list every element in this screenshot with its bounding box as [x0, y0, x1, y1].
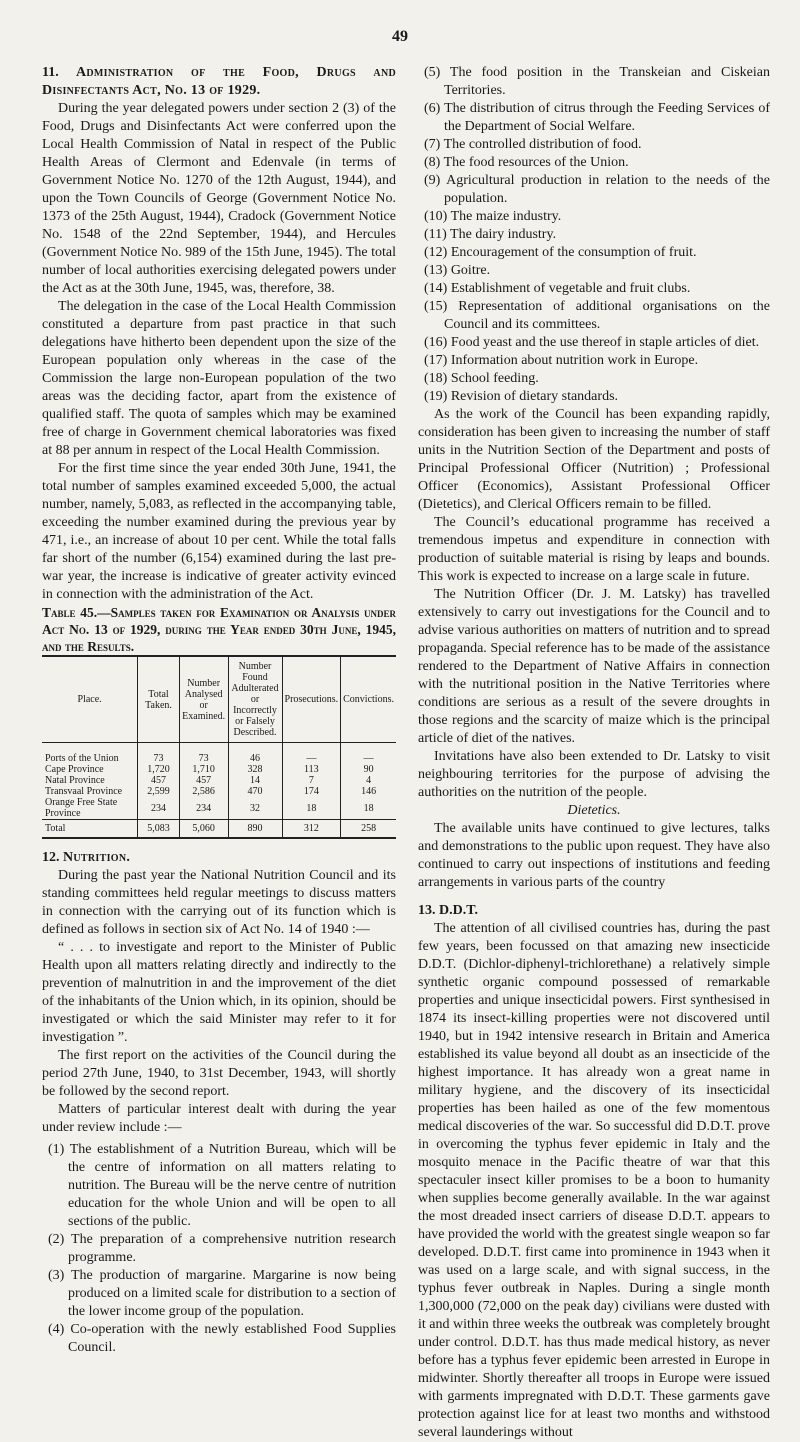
section-12-title: Nutrition. [63, 850, 131, 865]
cell-total: 5,083 [138, 820, 180, 839]
table-row [42, 786, 396, 797]
list-item: (17) Information about nutrition work in Europe. [424, 353, 699, 368]
cell-adulterated: 470 [228, 786, 282, 797]
table-row [42, 797, 396, 820]
cell-place: Total [42, 820, 138, 839]
section-12-paragraph: Invitations have also been extended to Dr. Latsky to visit neighbouring territories for the purpose of advising the authorities on the nutrition of the people. [418, 749, 770, 800]
cell-total: 1,720 [138, 764, 180, 775]
section-12-paragraph: As the work of the Council has been expanding rapidly, consideration has been given to increasing the number of staff units in the Nutrition Section of the Department and posts of Principal Professional Officer (Nutrition) ; Professional Officer (Economics), Assistant Professional Officer (Dietetics), and Clerical Officers remain to be filled. [418, 407, 770, 512]
table-45 [42, 655, 396, 839]
col-header-analysed: Number Analysed or Examined. [179, 656, 228, 743]
col-header-prosecutions: Prosecutions. [282, 656, 341, 743]
cell-total: 73 [138, 743, 180, 765]
cell-prosecutions: 113 [282, 764, 341, 775]
cell-adulterated: 46 [228, 743, 282, 765]
cell-total: 457 [138, 775, 180, 786]
cell-convictions: 90 [341, 764, 396, 775]
list-item: (1) The establishment of a Nutrition Bureau, which will be the centre of information on all matters relating to nutrition. The Bureau will be the nerve centre of nutrition education for the whole Union and will be open to all sections of the public. [48, 1142, 396, 1229]
list-item: (8) The food resources of the Union. [424, 155, 629, 170]
table-row [42, 743, 396, 765]
table-header-row [42, 656, 396, 743]
dietetics-paragraph: The available units have continued to give lectures, talks and demonstrations to the public upon request. They have also continued to carry out inspections of institutions and feeding arrangements in various parts of the country [418, 821, 770, 890]
list-item: (18) School feeding. [424, 371, 539, 386]
section-11-heading [42, 64, 396, 100]
cell-total: 2,599 [138, 786, 180, 797]
cell-analysed: 73 [179, 743, 228, 765]
col-header-convictions: Convictions. [341, 656, 396, 743]
table-total-row [42, 820, 396, 839]
cell-analysed: 457 [179, 775, 228, 786]
section-13-title: D.D.T. [439, 903, 479, 918]
list-item: (16) Food yeast and the use thereof in staple articles of diet. [424, 335, 760, 350]
section-12-number: 12. [42, 850, 60, 865]
list-item: (3) The production of margarine. Margarine is now being produced on a limited scale for distribution to a section of the lower income group of the population. [48, 1268, 396, 1319]
section-11-number: 11. [42, 65, 59, 80]
dietetics-heading: Dietetics. [567, 803, 621, 818]
page-number: 49 [392, 28, 408, 45]
list-item: (19) Revision of dietary standards. [424, 389, 619, 404]
cell-adulterated: 32 [228, 797, 282, 820]
section-12-paragraph: The first report on the activities of the Council during the period 27th June, 1940, to 31st December, 1943, will shortly be followed by the second report. [42, 1048, 396, 1099]
table-45-caption: Table 45.—Samples taken for Examination or Analysis under Act No. 13 of 1929, during the Year ended 30th June, 1945, and the Results. [42, 605, 396, 654]
cell-adulterated: 14 [228, 775, 282, 786]
section-11-paragraph: The delegation in the case of the Local Health Commission constituted a departure from past practice in that such delegations have hitherto been dependent upon the size of the European population only whereas in the case of the Commission the large non-European population of the two areas was the deciding factor, apart from the existence of qualified staff. The quota of samples which may be examined free of charge in Government chemical laboratories was fixed at 88 per annum in respect of the Local Health Commission. [42, 299, 396, 458]
list-item: (12) Encouragement of the consumption of fruit. [424, 245, 697, 260]
cell-total: 234 [138, 797, 180, 820]
cell-adulterated: 890 [228, 820, 282, 839]
left-column [42, 64, 396, 1357]
section-12-paragraph: The Nutrition Officer (Dr. J. M. Latsky) has travelled extensively to carry out investigations for the Council and to advise various authorities on matters of nutrition and to spread propaganda. Special reference has to be made of the assistance rendered to the Department of Native Affairs in connection with the nutritional position in the Native Territories where conditions are serious as a result of the severe droughts in those regions and the scarcity of maize which is the principal article of diet of the natives. [418, 587, 770, 746]
list-item: (13) Goitre. [424, 263, 491, 278]
cell-prosecutions: 7 [282, 775, 341, 786]
section-12-heading [42, 849, 396, 867]
list-item: (10) The maize industry. [424, 209, 562, 224]
section-11-paragraph: During the year delegated powers under section 2 (3) of the Food, Drugs and Disinfectants Act were conferred upon the Local Health Commission of Natal in respect of the Public Health Areas of Clermont and Edenvale (in terms of Government Notice No. 1270 of the 12th August, 1944), and upon the Town Councils of George (Government Notice No. 1373 of the 25th August, 1944), Cradock (Government Notice No. 1548 of the 22nd September, 1944), and Hercules (Government Notice No. 989 of the 15th June, 1945). The total number of local authorities exercising delegated powers under the Act as at the 30th June, 1945, was, therefore, 38. [42, 101, 396, 296]
cell-place: Natal Province [45, 775, 105, 786]
cell-place: Cape Province [45, 764, 104, 775]
cell-analysed: 1,710 [179, 764, 228, 775]
cell-convictions: — [341, 743, 396, 765]
cell-prosecutions: 174 [282, 786, 341, 797]
cell-place: Ports of the Union [45, 753, 119, 764]
cell-convictions: 4 [341, 775, 396, 786]
section-13-number: 13. [418, 903, 436, 918]
list-item: (4) Co-operation with the newly established Food Supplies Council. [48, 1322, 396, 1355]
table-row [42, 764, 396, 775]
cell-place: Orange Free State Province [45, 797, 118, 819]
cell-analysed: 5,060 [179, 820, 228, 839]
list-item: (15) Representation of additional organisations on the Council and its committees. [424, 299, 770, 332]
section-11-title: Administration of the Food, Drugs and Disinfectants Act, No. 13 of 1929. [42, 65, 396, 98]
list-item: (9) Agricultural production in relation to the needs of the population. [424, 173, 770, 206]
matters-list [42, 1141, 396, 1357]
cell-analysed: 2,586 [179, 786, 228, 797]
cell-analysed: 234 [179, 797, 228, 820]
cell-place: Transvaal Province [45, 786, 123, 797]
act-quotation: “ . . . to investigate and report to the Minister of Public Health upon all matters relating directly and indirectly to the prevention of malnutrition in and the improvement of the diet of the inhabitants of the Union which, in its opinion, should be investigated or which the said Minister may refer to it for investigation ”. [42, 940, 396, 1045]
table-row [42, 775, 396, 786]
cell-prosecutions: 18 [282, 797, 341, 820]
list-item: (5) The food position in the Transkeian and Ciskeian Territories. [424, 65, 770, 98]
col-header-total-taken: Total Taken. [138, 656, 180, 743]
list-item: (2) The preparation of a comprehensive nutrition research programme. [48, 1232, 396, 1265]
section-11-paragraph: For the first time since the year ended 30th June, 1941, the total number of samples examined exceeded 5,000, the actual number, namely, 5,083, as reflected in the accompanying table, exceeding the number examined during the previous year by 471, i.e., an increase of about 10 per cent. While the total falls far short of the number (6,154) examined during the last pre-war year, the increase is indicative of greater activity evinced in connection with the administration of the Act. [42, 461, 396, 602]
cell-convictions: 146 [341, 786, 396, 797]
list-item: (14) Establishment of vegetable and fruit clubs. [424, 281, 691, 296]
section-12-paragraph: The Council’s educational programme has received a tremendous impetus and expenditure in connection with production of suitable material is rising by leaps and bounds. This work is expected to increase on a large scale in future. [418, 515, 770, 584]
list-item: (6) The distribution of citrus through the Feeding Services of the Department of Social Welfare. [424, 101, 770, 134]
matters-list-continued [418, 64, 770, 406]
cell-convictions: 258 [341, 820, 396, 839]
section-12-paragraph: Matters of particular interest dealt with during the year under review include :— [42, 1102, 396, 1135]
cell-prosecutions: — [282, 743, 341, 765]
list-item: (7) The controlled distribution of food. [424, 137, 642, 152]
section-12-paragraph: During the past year the National Nutrition Council and its standing committees held regular meetings to discuss matters in connection with the carrying out of its function which is defined as follows in section six of Act No. 14 of 1940 :— [42, 868, 396, 937]
col-header-adulterated: Number Found Adulterated or Incorrectly or Falsely Described. [228, 656, 282, 743]
section-13-heading [418, 902, 770, 920]
col-header-place: Place. [42, 656, 138, 743]
cell-prosecutions: 312 [282, 820, 341, 839]
cell-adulterated: 328 [228, 764, 282, 775]
cell-convictions: 18 [341, 797, 396, 820]
right-column [418, 64, 770, 1442]
list-item: (11) The dairy industry. [424, 227, 557, 242]
section-13-paragraph: The attention of all civilised countries has, during the past few years, been focussed on that amazing new insecticide D.D.T. (Dichlor-diphenyl-trichlorethane) a relatively simple synthetic organic compound possessed of remarkable properties and unique insecticidal powers. First synthesised in 1874 its insect-killing properties were not discovered until 1940, but in 1942 intensive research in Britain and America established its value beyond all doubt as an insecticide of the highest importance. It has already won a great name in military hygiene, and the discovery of its insecticidal properties has been hailed as one of the few momentous medical discoveries of the war. So successful did D.D.T. prove in overcoming the typhus fever epidemic in Italy and the mosquito menace in the Pacific theatre of war that this spectaculer insect killer promises to be a boon to humanity when supplies become generally available. In the war against the most dreaded insect carriers of disease D.D.T. appears to have provided the world with the greatest single weapon so far developed. D.D.T. first came into prominence in 1943 when it was used on a large scale, and with signal success, in the typhus fever outbreak in Naples. During a single month 1,300,000 (72,000 on the peak day) civilians were dusted with it and within three weeks the outbreak was completely brought under control. D.D.T. has thus made medical history, as never before has a typhus fever epidemic been arrested in Europe in midwinter. Shortly thereafter all troops in Europe were issued with garments impregnated with D.D.T. These garments gave protection against lice for at least two months and withstood several launderings without [418, 921, 770, 1440]
